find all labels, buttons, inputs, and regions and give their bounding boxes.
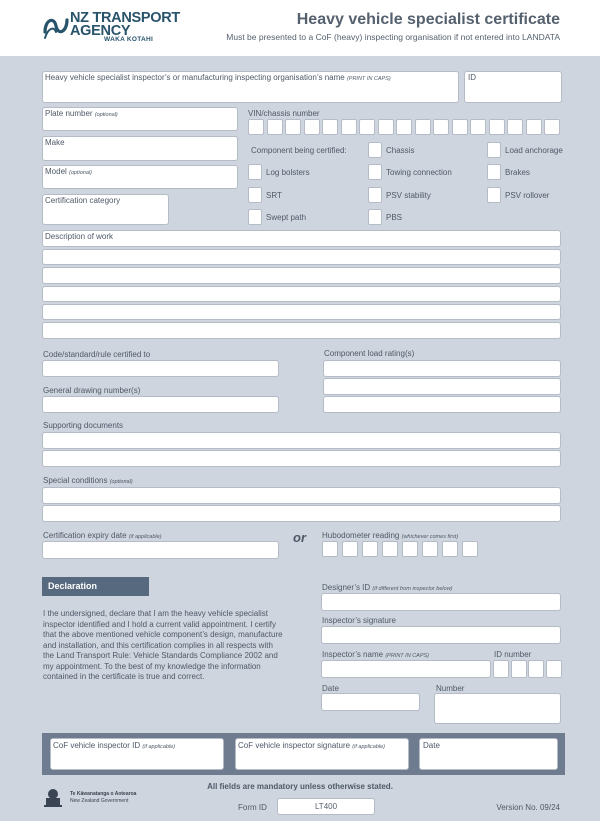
id-label: ID: [468, 73, 476, 82]
description-of-work-line-1[interactable]: [42, 230, 561, 247]
swept-path-checkbox[interactable]: [248, 209, 262, 225]
component-certified-label: Component being certified:: [251, 146, 347, 155]
vin-char-box[interactable]: [396, 119, 412, 135]
hubodometer-label: Hubodometer reading (whichever comes first): [322, 531, 459, 540]
cof-date-label: Date: [423, 741, 440, 750]
nz-government-crest-icon: [42, 786, 64, 808]
supporting-documents-line-1[interactable]: [42, 432, 561, 449]
load-anchorage-label: Load anchorage: [505, 146, 563, 155]
id-number-digit-box[interactable]: [493, 660, 509, 678]
vin-char-box[interactable]: [507, 119, 523, 135]
component-load-rating-line-2[interactable]: [323, 378, 561, 395]
vin-char-box[interactable]: [304, 119, 320, 135]
log-bolsters-checkbox[interactable]: [248, 164, 262, 180]
hubodometer-digit-box[interactable]: [442, 541, 458, 557]
hubodometer-digit-box[interactable]: [382, 541, 398, 557]
mandatory-note: All fields are mandatory unless otherwise stated.: [207, 782, 393, 791]
id-field[interactable]: [464, 71, 562, 103]
vin-char-box[interactable]: [341, 119, 357, 135]
hubodometer-digit-box[interactable]: [422, 541, 438, 557]
component-load-rating-line-3[interactable]: [323, 396, 561, 413]
id-number-digit-box[interactable]: [546, 660, 562, 678]
description-of-work-line-5[interactable]: [42, 304, 561, 320]
vin-char-box[interactable]: [544, 119, 560, 135]
certification-expiry-label: Certification expiry date (if applicable): [43, 531, 162, 540]
general-drawing-label: General drawing number(s): [43, 386, 141, 395]
certification-expiry-field[interactable]: [42, 541, 279, 559]
logo-text-line2: AGENCY: [70, 23, 131, 39]
vin-char-box[interactable]: [285, 119, 301, 135]
code-standard-field[interactable]: [42, 360, 279, 377]
govt-text-maori: Te Kāwanatanga o Aotearoa: [70, 791, 137, 797]
component-load-rating-label: Component load rating(s): [324, 349, 415, 358]
make-field[interactable]: [42, 136, 238, 161]
hubodometer-digit-box[interactable]: [462, 541, 478, 557]
description-of-work-line-4[interactable]: [42, 286, 561, 302]
vin-label: VIN/chassis number: [248, 109, 320, 118]
vin-char-box[interactable]: [433, 119, 449, 135]
id-number-label: ID number: [494, 650, 532, 659]
inspectors-name-field[interactable]: [321, 660, 491, 678]
or-separator: or: [293, 530, 306, 545]
inspector-signature-field[interactable]: [321, 626, 561, 644]
model-label: Model (optional): [45, 167, 92, 176]
hubodometer-digit-box[interactable]: [342, 541, 358, 557]
psv-rollover-label: PSV rollover: [505, 191, 550, 200]
general-drawing-field[interactable]: [42, 396, 279, 413]
code-standard-label: Code/standard/rule certified to: [43, 350, 151, 359]
number-label: Number: [436, 684, 465, 693]
load-anchorage-checkbox[interactable]: [487, 142, 501, 158]
description-of-work-line-6[interactable]: [42, 322, 561, 339]
logo-text-line1: NZ TRANSPORT: [70, 10, 180, 26]
vin-char-box[interactable]: [378, 119, 394, 135]
special-conditions-label: Special conditions (optional): [43, 476, 133, 485]
cof-inspector-id-label: CoF vehicle inspector ID (if applicable): [53, 741, 176, 750]
log-bolsters-label: Log bolsters: [266, 168, 310, 177]
psv-stability-label: PSV stability: [386, 191, 431, 200]
govt-text-english: New Zealand Government: [70, 798, 129, 804]
designer-id-label: Designer’s ID (if different from inspector below): [322, 583, 453, 592]
special-conditions-line-2[interactable]: [42, 505, 561, 522]
page-title: Heavy vehicle specialist certificate: [296, 11, 560, 28]
towing-connection-label: Towing connection: [386, 168, 452, 177]
inspector-signature-label: Inspector’s signature: [322, 616, 396, 625]
special-conditions-line-1[interactable]: [42, 487, 561, 504]
component-load-rating-line-1[interactable]: [323, 360, 561, 377]
description-of-work-label: Description of work: [45, 232, 114, 241]
psv-rollover-checkbox[interactable]: [487, 187, 501, 203]
nzta-logo-icon: [42, 12, 70, 42]
inspectors-name-label: Inspector’s name (PRINT IN CAPS): [322, 650, 430, 659]
form-id-value: LT400: [277, 798, 375, 815]
vin-char-box[interactable]: [359, 119, 375, 135]
vin-char-box[interactable]: [248, 119, 264, 135]
id-number-digit-box[interactable]: [528, 660, 544, 678]
form-id-label: Form ID: [238, 803, 267, 812]
supporting-documents-label: Supporting documents: [43, 421, 124, 430]
vin-char-box[interactable]: [267, 119, 283, 135]
srt-label: SRT: [266, 191, 282, 200]
psv-stability-checkbox[interactable]: [368, 187, 382, 203]
pbs-label: PBS: [386, 213, 403, 222]
vin-char-box[interactable]: [470, 119, 486, 135]
chassis-checkbox[interactable]: [368, 142, 382, 158]
number-field[interactable]: [434, 693, 561, 724]
chassis-label: Chassis: [386, 146, 415, 155]
cof-inspector-signature-label: CoF vehicle inspector signature (if applicable): [238, 741, 386, 750]
date-label: Date: [322, 684, 339, 693]
brakes-label: Brakes: [505, 168, 530, 177]
srt-checkbox[interactable]: [248, 187, 262, 203]
version-number: Version No. 09/24: [496, 803, 560, 812]
hubodometer-digit-box[interactable]: [322, 541, 338, 557]
pbs-checkbox[interactable]: [368, 209, 382, 225]
vin-char-box[interactable]: [415, 119, 431, 135]
make-label: Make: [45, 138, 65, 147]
description-of-work-line-3[interactable]: [42, 267, 561, 284]
hubodometer-digit-box[interactable]: [402, 541, 418, 557]
declaration-heading: Declaration: [42, 577, 149, 596]
declaration-text: I the undersigned, declare that I am the heavy vehicle specialist inspector identified and I hold a current valid appointment. I certify that the above mentioned vehicle component’s design, manufacture and installation, and this certification complies in all respects with the Land Transport Rule: Vehicle Standards Compliance 2002 and my appointment. To the best of my knowledge the information contained in the certificate is true and correct.: [43, 609, 283, 681]
vin-char-box[interactable]: [322, 119, 338, 135]
swept-path-label: Swept path: [266, 213, 307, 222]
vin-char-box[interactable]: [452, 119, 468, 135]
date-field[interactable]: [321, 693, 420, 711]
logo-text-line3: WAKA KOTAHI: [104, 36, 154, 43]
page-header: [0, 0, 600, 56]
hubodometer-digit-box[interactable]: [362, 541, 378, 557]
id-number-digit-box[interactable]: [511, 660, 527, 678]
certification-category-label: Certification category: [45, 196, 121, 205]
inspector-name-label: Heavy vehicle specialist inspector’s or manufacturing inspecting organisation’s name (PRINT IN CAPS): [45, 73, 391, 82]
description-of-work-line-2[interactable]: [42, 249, 561, 265]
brakes-checkbox[interactable]: [487, 164, 501, 180]
plate-number-label: Plate number (optional): [45, 109, 118, 118]
towing-connection-checkbox[interactable]: [368, 164, 382, 180]
vin-char-box[interactable]: [526, 119, 542, 135]
designer-id-field[interactable]: [321, 593, 561, 611]
supporting-documents-line-2[interactable]: [42, 450, 561, 467]
vin-char-box[interactable]: [489, 119, 505, 135]
page-subtitle: Must be presented to a CoF (heavy) inspecting organisation if not entered into LANDATA: [226, 32, 560, 42]
